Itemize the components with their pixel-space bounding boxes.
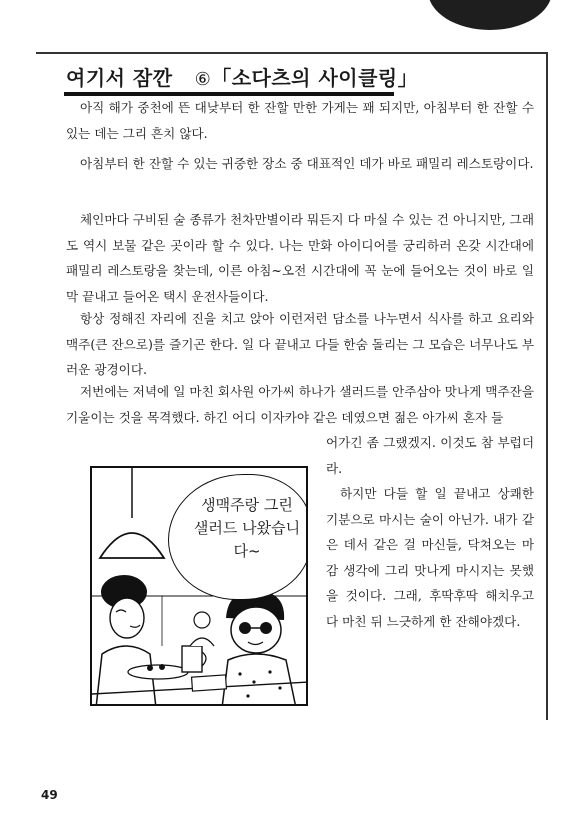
side-paragraph-1: 어가긴 좀 그랬겠지. 이것도 참 부럽더라. (326, 435, 534, 476)
paragraph-5: 저번에는 저녁에 일 마친 회사원 아가씨 하나가 샐러드를 안주삼아 맛나게 맥주잔을 기울이는 것을 목격했다. 하긴 어디 이자카야 같은 데였으면 젊은 아가씨 혼자 들 (66, 384, 534, 425)
corner-decoration (428, 0, 552, 30)
title-subtitle: 「소다츠의 사이클링」 (211, 66, 419, 90)
paragraph-3: 체인마다 구비된 술 종류가 천차만별이라 뭐든지 다 마실 수 있는 건 아니지만, 그래도 역시 보물 같은 곳이라 할 수 있다. 나는 만화 아이디어를 궁리하러 온갖 시간대에 패밀리 레스토랑을 찾는데, 이른 아침~오전 시간대에 꼭 눈에 들어오는 것이 바로 일 막 끝내고 들어온 택시 운전사들이다. (66, 212, 534, 304)
side-paragraph-2: 하지만 다들 할 일 끝내고 상쾌한 기분으로 마시는 술이 아닌가. 내가 같은 데서 같은 걸 마신들, 닥쳐오는 마감 생각에 그리 맛나게 마시지는 못했을 것이다. 그래, 후딱후딱 해치우고 다 마친 뒤 느긋하게 한 잔해야겠다. (326, 486, 534, 629)
paragraph-2: 아침부터 한 잔할 수 있는 귀중한 장소 중 대표적인 데가 바로 패밀리 레스토랑이다. (80, 156, 534, 171)
page-number: 49 (41, 788, 58, 802)
top-rule (36, 52, 548, 54)
title-number: ⑥ (194, 69, 212, 90)
speech-text: 생맥주랑 그린 샐러드 나왔습니다~ (193, 496, 301, 560)
title-main: 여기서 잠깐 (66, 66, 173, 90)
paragraph-1: 아직 해가 중천에 뜬 대낮부터 한 잔할 만한 가게는 꽤 되지만, 아침부터 한 잔할 수 있는 데는 그리 흔치 않다. (66, 100, 534, 141)
side-rule (546, 52, 548, 720)
section-title (66, 62, 418, 91)
paragraph-4: 항상 정해진 자리에 진을 치고 앉아 이런저런 담소를 나누면서 식사를 하고 요리와 맥주(큰 잔으로)를 즐기곤 한다. 일 다 끝내고 다들 한숨 돌리는 그 모습은 너무나도 부러운 광경이다. (66, 311, 534, 377)
